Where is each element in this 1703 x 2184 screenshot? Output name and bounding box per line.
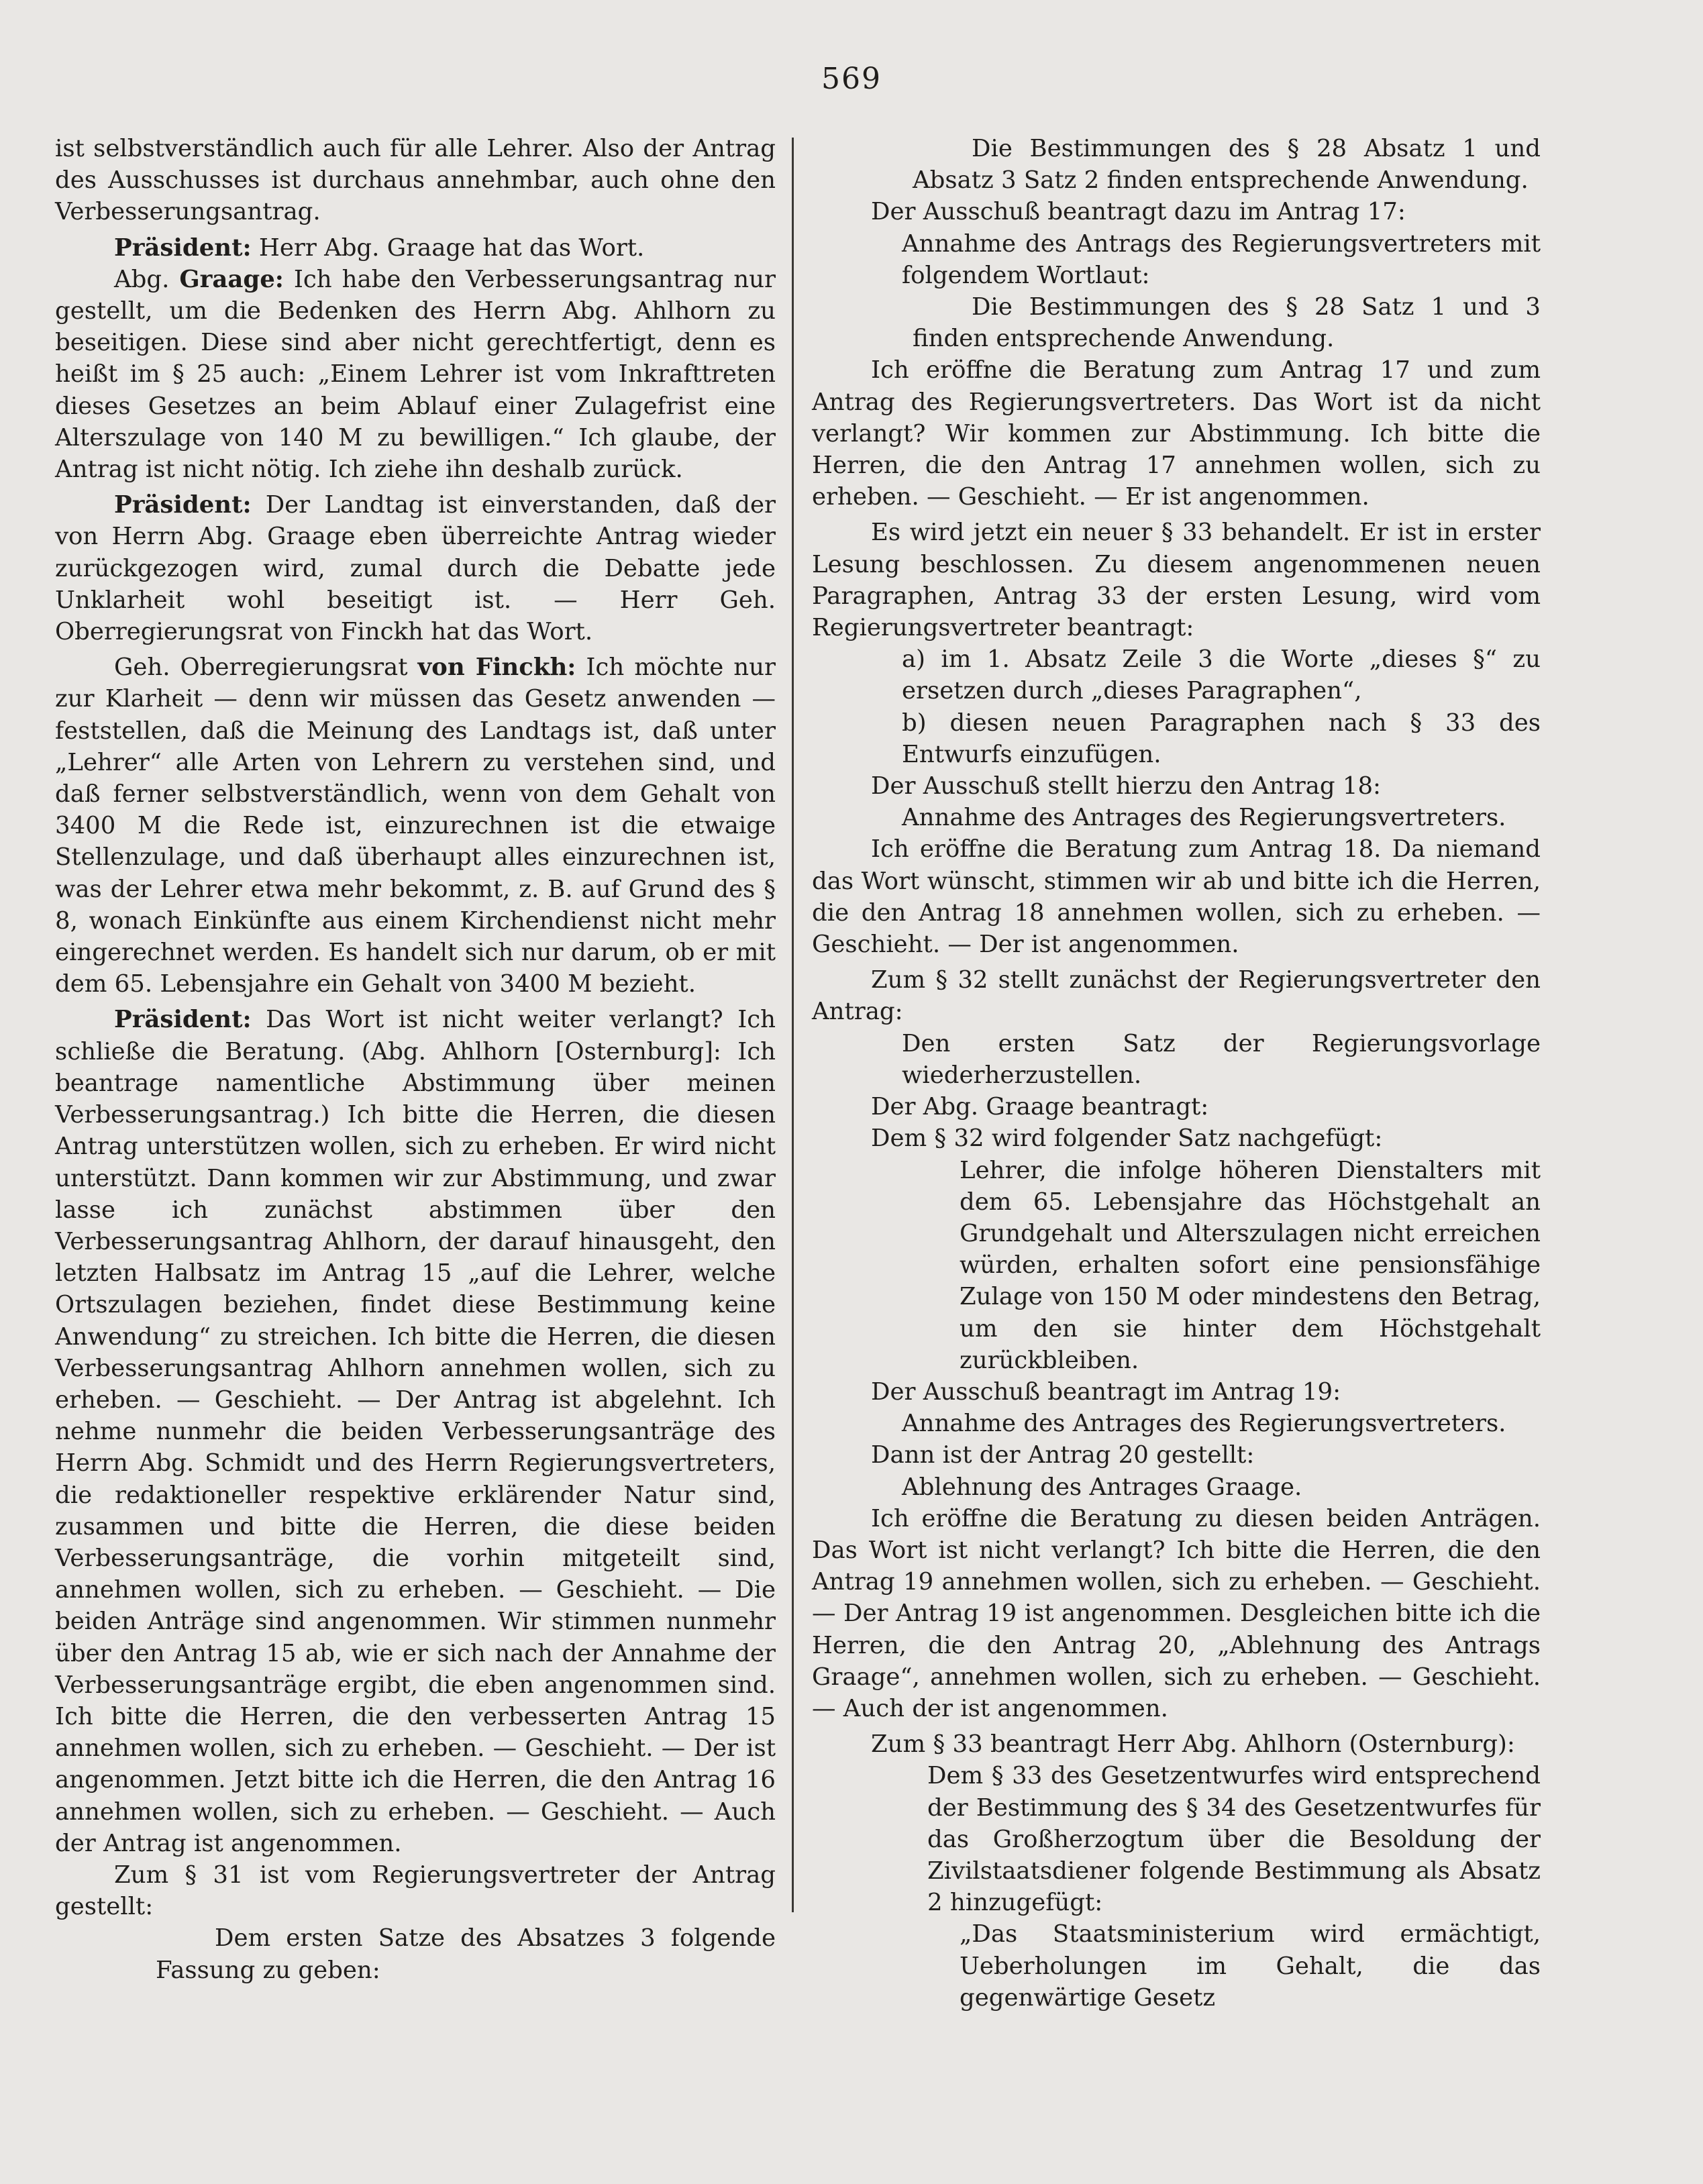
paragraph: Der Ausschuß stellt hierzu den Antrag 18: [871, 772, 1381, 800]
page-number: 569 [821, 62, 882, 96]
paragraph: Ich eröffne die Beratung zum Antrag 17 und zum Antrag des Regierungsvertreters. Das Wort ist da nicht verlangt? Wir kommen zur Abstimmung. Ich bitte die Herren, die den Antrag 17 annehmen wollen, sich zu erheben. — Geschieht. — Er ist angenommen. [812, 356, 1541, 511]
left-column [55, 133, 776, 1986]
quoted-motion: Dem § 33 des Gesetzentwurfes wird entsprechend der Bestimmung des § 34 des Gesetzentwurfes für das Großherzogtum über die Besoldung der Zivilstaatsdiener folgende Bestimmung als Absatz 2 hinzugefügt: [927, 1762, 1541, 1917]
quoted-motion: Annahme des Antrages des Regierungsvertreters. [902, 804, 1506, 832]
speaker-name: Graage: [179, 265, 284, 293]
paragraph: Präsident: Herr Abg. Graage hat das Wort. [114, 233, 645, 262]
paragraph: Zum § 31 ist vom Regierungsvertreter der Antrag gestellt: [55, 1861, 776, 1921]
quoted-motion: Ablehnung des Antrages Graage. [902, 1473, 1302, 1501]
paragraph: Ich eröffne die Beratung zum Antrag 18. Da niemand das Wort wünscht, stimmen wir ab und bitte ich die Herren, die den Antrag 18 annehmen wollen, sich zu erheben. — Geschieht. — Der ist angenommen. [812, 835, 1541, 959]
quoted-motion: „Das Staatsministerium wird ermächtigt, Ueberholungen im Gehalt, die das gegenwärtige Gesetz [960, 1920, 1541, 2012]
paragraph: Es wird jetzt ein neuer § 33 behandelt. Er ist in erster Lesung beschlossen. Zu diesem angenommenen neuen Paragraphen, Antrag 33 der ersten Lesung, wird vom Regierungsvertreter beantragt: [812, 519, 1541, 642]
paragraph: ist selbstverständlich auch für alle Lehrer. Also der Antrag des Ausschusses ist durchaus annehmbar, auch ohne den Verbesserungsantrag. [55, 135, 776, 226]
paragraph: Ich eröffne die Beratung zu diesen beiden Anträgen. Das Wort ist nicht verlangt? Ich bitte die Herren, die den Antrag 19 annehmen wollen, sich zu erheben. — Geschieht. — Der Antrag 19 ist angenommen. Desgleichen bitte ich die Herren, die den Antrag 20, „Ablehnung des Antrags Graage“, annehmen wollen, sich zu erheben. — Geschieht. — Auch der ist angenommen. [812, 1504, 1541, 1722]
paragraph: Der Abg. Graage beantragt: [871, 1093, 1209, 1121]
quoted-motion: Die Bestimmungen des § 28 Absatz 1 und Absatz 3 Satz 2 finden entsprechende Anwendung. [913, 135, 1541, 195]
paragraph: Präsident: Der Landtag ist einverstanden, daß der von Herrn Abg. Graage eben überreichte Antrag wieder zurückgezogen wird, zumal durch die Debatte jede Unklarheit wohl beseitigt ist. — Herr Geh. Oberregierungsrat von Finckh hat das Wort. [55, 491, 776, 646]
paragraph: Dem § 32 wird folgender Satz nachgefügt: [871, 1125, 1383, 1153]
quoted-motion: Dem ersten Satze des Absatzes 3 folgende Fassung zu geben: [156, 1924, 776, 1984]
quoted-motion: Den ersten Satz der Regierungsvorlage wiederherzustellen. [902, 1029, 1541, 1089]
list-item: a) im 1. Absatz Zeile 3 die Worte „dieses §“ zu ersetzen durch „dieses Paragraphen“, [902, 645, 1541, 705]
quoted-motion: Annahme des Antrags des Regierungsvertreters mit folgendem Wortlaut: [902, 229, 1541, 289]
paragraph: Der Ausschuß beantragt dazu im Antrag 17: [871, 198, 1406, 226]
column-divider [792, 138, 794, 1912]
speaker-name: Präsident: [114, 491, 252, 519]
paragraph: Präsident: Das Wort ist nicht weiter verlangt? Ich schließe die Beratung. (Abg. Ahlhorn [Osternburg]: Ich beantrage namentliche Abstimmung über meinen Verbesserungsantrag.) Ich bitte die Herren, die diesen Antrag unterstützen wollen, sich zu erheben. Er wird nicht unterstützt. Dann kommen wir zur Abstimmung, und zwar lasse ich zunächst abstimmen über den Verbesserungsantrag Ahlhorn, der darauf hinausgeht, den letzten Halbsatz im Antrag 15 „auf die Lehrer, welche Ortszulagen beziehen, findet diese Bestimmung keine Anwendung“ zu streichen. Ich bitte die Herren, die diesen Verbesserungsantrag Ahlhorn annehmen wollen, sich zu erheben. — Geschieht. — Der Antrag ist abgelehnt. Ich nehme nunmehr die beiden Verbesserungsanträge des Herrn Abg. Schmidt und des Herrn Regierungsvertreters, die redaktioneller respektive erklärender Natur sind, zusammen und bitte die Herren, die diese beiden Verbesserungsanträge, die vorhin mitgeteilt sind, annehmen wollen, sich zu erheben. — Geschieht. — Die beiden Anträge sind angenommen. Wir stimmen nunmehr über den Antrag 15 ab, wie er sich nach der Annahme der Verbesserungsanträge ergibt, die eben angenommen sind. Ich bitte die Herren, die den verbesserten Antrag 15 annehmen wollen, sich zu erheben. — Geschieht. — Der ist angenommen. Jetzt bitte ich die Herren, die den Antrag 16 annehmen wollen, sich zu erheben. — Geschieht. — Auch der Antrag ist angenommen. [55, 1006, 776, 1857]
quoted-motion: Lehrer, die infolge höheren Dienstalters mit dem 65. Lebensjahre das Höchstgehalt an Grundgehalt und Alterszulagen nicht erreichen würden, erhalten sofort eine pensionsfähige Zulage von 150 M oder mindestens den Betrag, um den sie hinter dem Höchstgehalt zurückbleiben. [960, 1156, 1541, 1374]
speaker-name: Präsident: [114, 1006, 252, 1034]
list-item: b) diesen neuen Paragraphen nach § 33 des Entwurfs einzufügen. [902, 709, 1541, 768]
paragraph: Zum § 32 stellt zunächst der Regierungsvertreter den Antrag: [812, 966, 1541, 1026]
paragraph: Abg. Graage: Ich habe den Verbesserungsantrag nur gestellt, um die Bedenken des Herrn Abg. Ahlhorn zu beseitigen. Diese sind aber nicht gerechtfertigt, denn es heißt im § 25 auch: „Einem Lehrer ist vom Inkrafttreten dieses Gesetzes an beim Ablauf einer Zulagefrist eine Alterszulage von 140 M zu bewilligen.“ Ich glaube, der Antrag ist nicht nötig. Ich ziehe ihn deshalb zurück. [55, 265, 776, 484]
paragraph: Der Ausschuß beantragt im Antrag 19: [871, 1377, 1341, 1406]
paragraph: Dann ist der Antrag 20 gestellt: [871, 1441, 1255, 1469]
speaker-name: Präsident: [114, 233, 252, 262]
quoted-motion: Die Bestimmungen des § 28 Satz 1 und 3 finden entsprechende Anwendung. [913, 293, 1541, 353]
right-column [812, 133, 1541, 2014]
paragraph: Zum § 33 beantragt Herr Abg. Ahlhorn (Osternburg): [871, 1730, 1515, 1759]
paragraph: Geh. Oberregierungsrat von Finckh: Ich möchte nur zur Klarheit — denn wir müssen das Gesetz anwenden — feststellen, daß die Meinung des Landtags ist, daß unter „Lehrer“ alle Arten von Lehrern zu verstehen sind, und daß ferner selbstverständlich, wenn von dem Gehalt von 3400 M die Rede ist, einzurechnen ist die etwaige Stellenzulage, und daß überhaupt alles einzurechnen ist, was der Lehrer etwa mehr bekommt, z. B. auf Grund des § 8, wonach Einkünfte aus einem Kirchendienst nicht mehr eingerechnet werden. Es handelt sich nur darum, ob er mit dem 65. Lebensjahre ein Gehalt von 3400 M bezieht. [55, 654, 776, 998]
quoted-motion: Annahme des Antrages des Regierungsvertreters. [902, 1410, 1506, 1438]
speaker-name: von Finckh: [417, 654, 576, 682]
